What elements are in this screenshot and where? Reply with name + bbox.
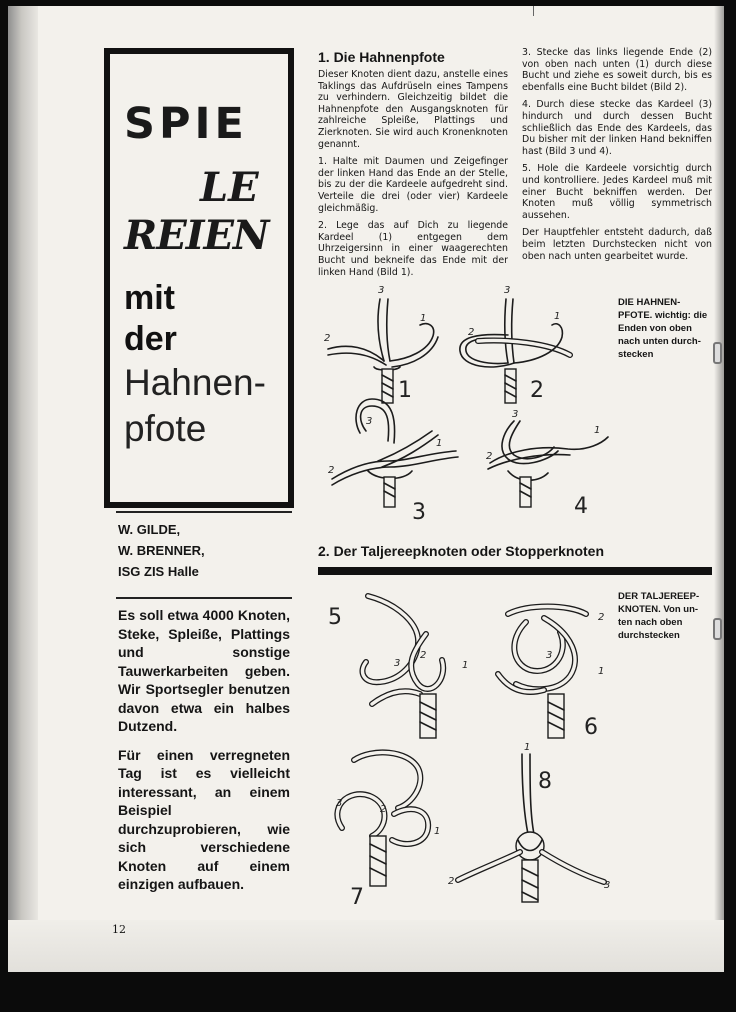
title-mit: mit	[124, 279, 175, 317]
strand-label: 3	[604, 880, 611, 891]
paragraph: 4. Durch diese stecke das Kardeel (3) hindurch und durch dessen Bucht schließlich das Ende des Kardeels, das Du bisher mit der linken Hand bekniffen hast (Bild 3 und 4).	[522, 99, 712, 157]
figure-1	[324, 285, 438, 403]
text-column-1	[318, 69, 508, 284]
strand-label: 3	[366, 416, 373, 427]
strand-label: 2	[420, 650, 427, 661]
figure-4	[486, 409, 608, 519]
strand-label: 3	[336, 798, 343, 809]
strand-label: 1	[420, 313, 427, 324]
figure-5	[328, 596, 468, 738]
caption-line: KNOTEN. Von un-	[618, 604, 699, 615]
figure-6	[498, 607, 604, 741]
title-der: der	[124, 320, 177, 358]
divider-line	[116, 597, 292, 599]
page-number: 12	[112, 923, 126, 936]
rope-twist-icon	[420, 694, 436, 738]
intro-text	[118, 606, 290, 904]
intro-paragraph: Es soll etwa 4000 Knoten, Steke, Spleiße, Plattings und sonstige Tauwerkarbeiten geben. Wir Sportsegler benutzen davon etwa ein halbes Dutzend.	[118, 607, 290, 734]
strand-label: 3	[546, 650, 553, 661]
paragraph: 3. Stecke das links liegende Ende (2) von oben nach unten (1) durch diese Bucht und ziehe es soweit durch, bis es ebenfalls eine Bucht bildet (Bild 2).	[522, 47, 712, 93]
title-reien: REIEN	[124, 212, 269, 259]
stopperknoten-illustrations	[308, 584, 611, 914]
figure-3	[328, 399, 458, 525]
caption-line: ten nach oben	[618, 617, 683, 628]
caption-line: nach unten durch-	[618, 336, 701, 347]
paragraph: Dieser Knoten dient dazu, anstelle eines Taklings das Aufdrüseln eines Tampens zu verhindern. Gleichzeitig bildet die Hahnenpfote den Ausgangsknoten für zahlreiche Spleiße, Plattings und Zierknoten. Sie wird auch Kronenknoten genannt.	[318, 69, 508, 150]
figure-number: 8	[538, 769, 552, 794]
author-name: W. GILDE,	[118, 522, 181, 537]
figure-number: 2	[530, 378, 544, 403]
figure-2	[460, 285, 570, 403]
page-edge-shadow	[714, 6, 724, 972]
rope-twist-icon	[382, 369, 393, 403]
caption-line: DIE HAHNEN-	[618, 297, 681, 308]
figure-number: 5	[328, 605, 342, 630]
strand-label: 1	[462, 660, 469, 671]
divider-line	[116, 511, 292, 513]
strand-label: 2	[468, 327, 475, 338]
strand-label: 2	[486, 451, 493, 462]
margin-mark	[533, 6, 534, 16]
figure-number: 7	[350, 885, 364, 910]
figure-8	[448, 742, 610, 902]
strand-label: 3	[512, 409, 519, 420]
magazine-page	[8, 6, 724, 972]
paragraph: 5. Hole die Kardeele vorsichtig durch und kontrolliere. Jedes Kardeel muß mit einer Bucht bekniffen werden. Der Knoten muß völlig symmetrisch aussehen.	[522, 163, 712, 221]
strand-label: 3	[378, 285, 385, 296]
rope-twist-icon	[384, 477, 395, 507]
paragraph: 1. Halte mit Daumen und Zeigefinger der linken Hand das Ende an der Stelle, bis zu der die Kardeele aufgedreht sind. Verteile die drei (oder vier) Kardeele gleichmäßig.	[318, 156, 508, 214]
strand-label: 1	[554, 311, 561, 322]
caption-line: PFOTE. wichtig: die	[618, 310, 708, 321]
caption-line: Enden von oben	[618, 323, 692, 334]
rope-twist-icon	[370, 836, 386, 886]
title-spie: SPIE	[124, 99, 248, 149]
figure-number: 3	[412, 500, 426, 525]
strand-label: 1	[524, 742, 531, 753]
figure-caption	[618, 296, 718, 361]
author-list	[118, 519, 205, 582]
caption-line: durchstecken	[618, 630, 680, 641]
strand-label: 2	[324, 333, 331, 344]
figure-caption	[618, 590, 718, 642]
rope-twist-icon	[505, 369, 516, 403]
strand-label: 1	[598, 666, 605, 677]
strand-label: 1	[434, 826, 441, 837]
author-name: W. BRENNER,	[118, 543, 205, 558]
caption-line: stecken	[618, 349, 654, 360]
title-box	[104, 48, 294, 508]
rope-twist-icon	[548, 694, 564, 738]
figure-7	[336, 752, 440, 910]
strand-label: 3	[394, 658, 401, 669]
text-column-2	[522, 47, 712, 268]
strand-label: 3	[504, 285, 511, 296]
strand-label: 2	[598, 612, 605, 623]
title-pfote: pfote	[124, 408, 207, 449]
rope-twist-icon	[522, 860, 538, 902]
section-heading: 2. Der Taljereepknoten oder Stopperknoten	[318, 543, 605, 559]
strand-label: 1	[594, 425, 601, 436]
strand-label: 2	[448, 876, 455, 887]
section-heading: 1. Die Hahnenpfote	[318, 49, 445, 65]
paragraph: 2. Lege das auf Dich zu liegende Kardeel (1) entgegen dem Uhrzeigersinn in einer waagerechten Bucht und bekneife das Ende mit der linken Hand (Bild 1).	[318, 220, 508, 278]
title-hahnen: Hahnen-	[124, 362, 266, 403]
intro-paragraph: Für einen verregneten Tag ist es vielleicht interessant, an einem Beispiel durchzuprobieren, wie sich verschiedene Knoten auf einem einzigen aufbauen.	[118, 746, 290, 892]
section-rule	[318, 567, 712, 575]
figure-number: 6	[584, 715, 598, 740]
rope-twist-icon	[520, 477, 531, 507]
figure-number: 1	[398, 378, 412, 403]
author-affiliation: ISG ZIS Halle	[118, 564, 199, 579]
figure-number: 4	[574, 494, 588, 519]
strand-label: 2	[328, 465, 335, 476]
caption-line: DER TALJEREEP-	[618, 591, 700, 602]
hahnenpfote-illustrations	[308, 281, 608, 531]
strand-label: 2	[380, 804, 387, 815]
title-le: LE	[200, 164, 259, 211]
page-binding-shadow	[8, 6, 38, 972]
paragraph: Der Hauptfehler entsteht dadurch, daß beim letzten Durchstecken nicht von oben nach unten gearbeitet wurde.	[522, 227, 712, 262]
strand-label: 1	[436, 438, 443, 449]
